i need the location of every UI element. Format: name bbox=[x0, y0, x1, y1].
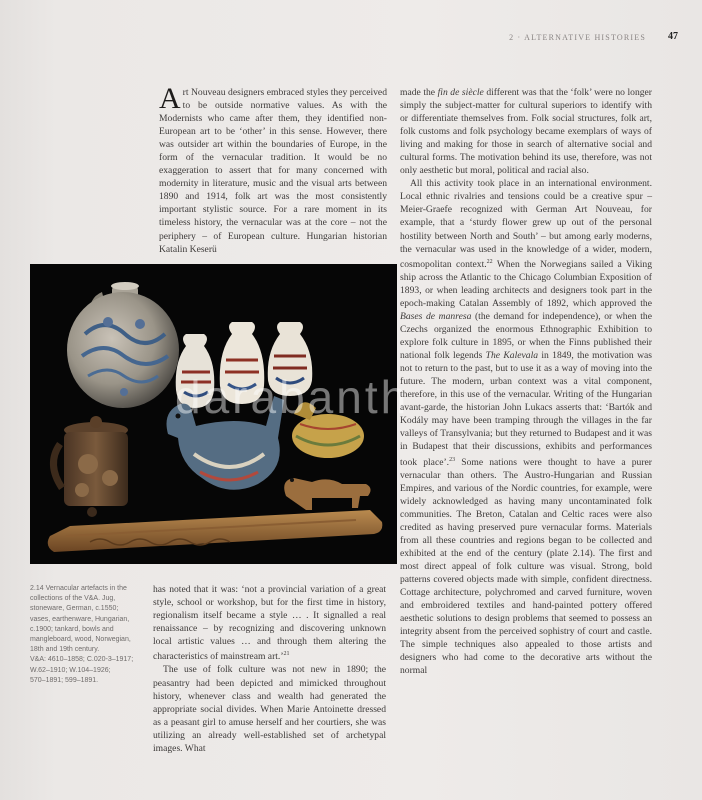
text-column-top bbox=[159, 82, 387, 256]
paragraph-text: (the demand for independence), or when the Czechs organized the enormous Ethnographic Exhibition to explore folk culture in 1895, or when the Finns published their national folk legends bbox=[400, 310, 652, 362]
caption-line: collections of the V&A. Jug, bbox=[30, 595, 116, 603]
paragraph bbox=[159, 82, 387, 256]
paragraph: The use of folk culture was not new in 1890; the peasantry had been depicted and mimicked throughout history, whenever class and wealth had generated the appropriate social divides. When Marie Antoinette dressed as a peasant girl to amuse herself and her courtiers, she was utilizing an already well-established set of archetypal images. What bbox=[153, 664, 386, 754]
caption-line: W.62–1910; W.104–1926; bbox=[30, 666, 111, 674]
paragraph-text: All this activity took place in an international environment. Local ethnic rivalries and tensions could be a creative spur – Meier-Graefe recognized with German Art Nouveau, for example, that a ‘sturdy flower grew up out of the personal hostility between North and South’ – but among early moderns, the vernacular was used in the knowledge of a wider, modern, cosmopolitan context. bbox=[400, 178, 652, 270]
stoneware-jug bbox=[67, 282, 179, 408]
footnote-ref: 23 bbox=[449, 456, 456, 463]
italic-term: fin de siècle bbox=[437, 87, 484, 98]
caption-line: 18th and 19th century. bbox=[30, 646, 100, 654]
paragraph bbox=[400, 177, 652, 677]
paragraph bbox=[153, 583, 386, 663]
caption-line: stoneware, German, c.1550; bbox=[30, 605, 119, 613]
ale-bowl bbox=[167, 396, 285, 490]
paragraph bbox=[400, 86, 652, 177]
caption-line: c.1900; tankard, bowls and bbox=[30, 625, 114, 633]
paragraph-text: has noted that it was: ‘not a provincial variation of a great style, school or workshop, but for the first time in history, regionalism itself became a style … . It signalled a real renaissance – by recognizing and discovering unknown local artistic values … and through them altering the characteristics of mainstream art.’ bbox=[153, 584, 386, 663]
text-column-right bbox=[400, 86, 652, 677]
running-head: 2 · ALTERNATIVE HISTORIES bbox=[509, 33, 646, 42]
drop-cap: A bbox=[159, 82, 181, 115]
caption-line: vases, earthenware, Hungarian, bbox=[30, 615, 130, 623]
painted-vases bbox=[176, 322, 313, 408]
plate-caption bbox=[30, 584, 138, 686]
footnote-ref: 21 bbox=[283, 651, 290, 658]
paragraph-text: Some nations were thought to have a purer vernacular than others. The Austro-Hungarian and Russian Empires, and various of the Nordic countries, for example, were widely acknowledged as having many uncontaminated folk communities. The Breton, Catalan and Celtic races were also credited as having preserved pure vernacular forms. Materials from all these countries and regions began to be collected and exhibited at the end of the century (plate 2.14). The first and most direct appeal of folk culture was visual. Strong, bold patterns covered objects made with simple, confident directness. Cottage architecture, polychromed and carved furniture, woven and embroidered textiles and hand-painted pottery offered aesthetic solutions to design problems that seemed to possess an integrity absent from the perceived sophistry of court and castle. The simple techniques also appealed to those artists and designers who had come to the decorative arts without the normal bbox=[400, 456, 652, 677]
italic-term: The Kalevala bbox=[485, 350, 539, 362]
paragraph-text: When the Norwegians sailed a Viking ship across the Atlantic to the Chicago Columbian Exposition of 1893, or when leading architects and designers took part in the epoch-making Catalan Assembly of 1892, which approved the bbox=[400, 258, 652, 309]
italic-term: Bases de manresa bbox=[400, 310, 472, 322]
caption-line: 2.14 Vernacular artefacts in the bbox=[30, 585, 127, 592]
paragraph-text: different was that the ‘folk’ were no longer simply the subject-matter for cultural superiors to identify with or differentiate themselves from. Folk social structures, folk art, folk customs and folk psychology became exemplars of ways of living and making for those in search of alternative social and cultural forms. The motivation behind its use, therefore, was not only aesthetic but moral, political and racial also. bbox=[400, 87, 652, 177]
bird-bowl bbox=[292, 402, 364, 458]
paragraph-text: rt Nouveau designers embraced styles they perceived to be outside normative values. As with the Modernists who came after them, they identified non-European art to be ‘other’ in this sense. However, there was outsider art within the boundaries of Europe, in the form of the vernacular tradition. It would be no exaggeration to assert that for many concerned with modernity in literature, music and the visual arts between 1890 and 1914, folk art was the most consistently important stylistic source. For a rare moment in its timeless history, the vernacular was at the core – not the periphery – of European culture. Hungarian historian Katalin Keserü bbox=[159, 87, 387, 255]
caption-line: mangleboard, wood, Norwegian, bbox=[30, 636, 131, 644]
caption-line: 570–1891; 599–1891. bbox=[30, 676, 99, 684]
paragraph-text: made the bbox=[400, 87, 438, 98]
artefacts-photograph bbox=[30, 264, 397, 564]
caption-line: V&A: 4610–1858; C.020-3–1917; bbox=[30, 656, 134, 664]
text-column-bottom bbox=[153, 583, 386, 755]
footnote-ref: 22 bbox=[486, 258, 493, 265]
watermark-text: darabanth bbox=[175, 371, 410, 423]
vernacular-artefacts-image bbox=[30, 264, 397, 564]
page-number: 47 bbox=[668, 31, 678, 42]
carved-tankard bbox=[53, 416, 128, 517]
paragraph-text: in 1849, the motivation was not to return to the past, but to use it as a way of moving into the future. The modern, urban context was a vital component, therefore, in this use of the vernacular. Writing of the Hungarian avant-garde, the historian John Lukacs asserts that: ‘Bartók and Kodály may have been tramping through the villages in the far valleys of Transylvania; but they returned to Budapest and it was in Budapest that their discussions, exhibits and performances took place’. bbox=[400, 350, 652, 468]
